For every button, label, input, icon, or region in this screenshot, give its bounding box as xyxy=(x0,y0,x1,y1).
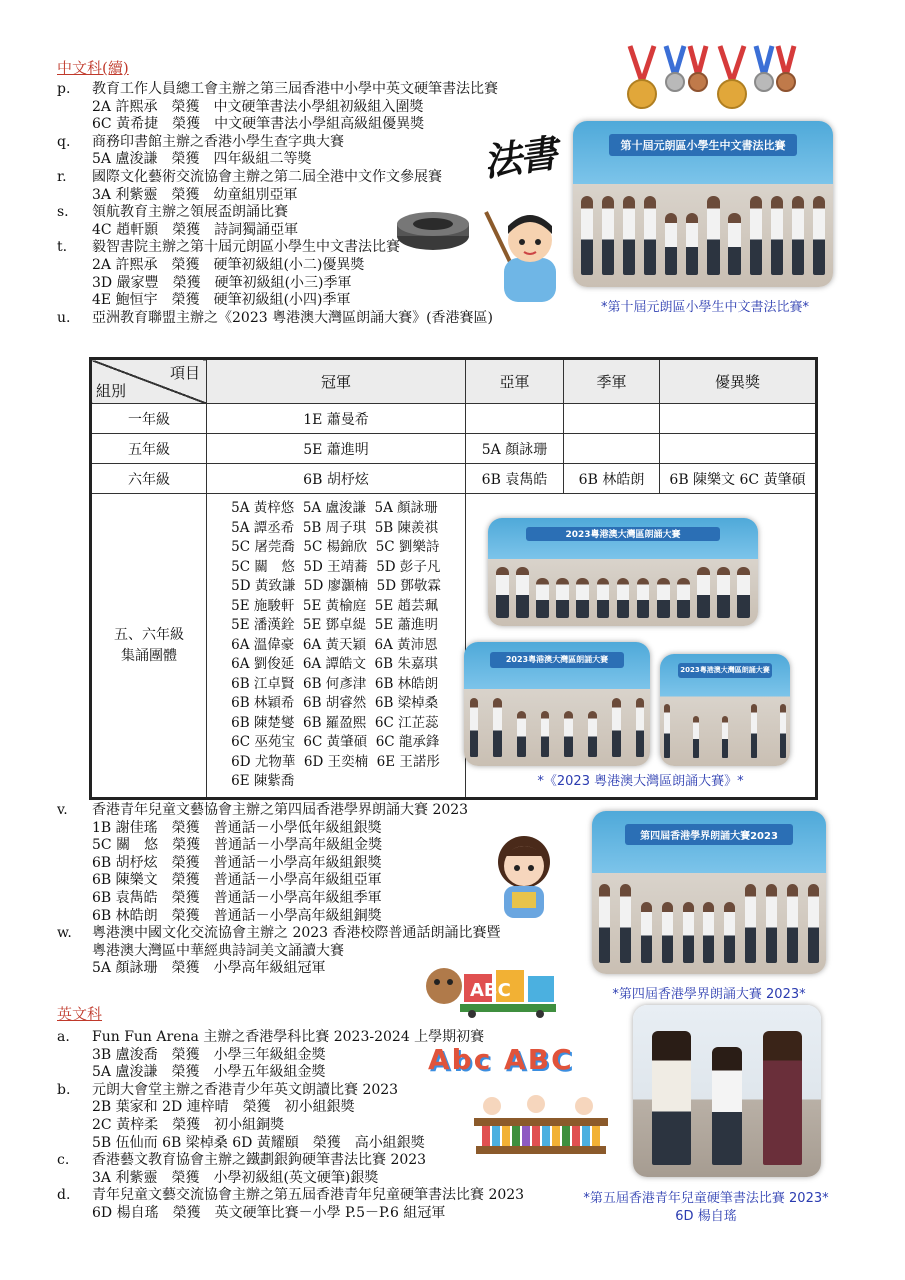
award-entry: 5B 伍仙而 6B 梁棹桑 6D 黃耀頤 榮獲 高小組銀獎 xyxy=(92,1134,425,1151)
photo-recital-competition xyxy=(592,811,826,974)
award-entry: 3A 利紫靈 榮獲 小學初級組(英文硬筆)銀獎 xyxy=(92,1169,379,1186)
photo-banner: 2023粵港澳大灣區朗誦大賽 xyxy=(678,663,772,678)
award-event: 教育工作人員總工會主辦之第三屆香港中小學中英文硬筆書法比賽 xyxy=(92,81,498,97)
choral-photo-cell xyxy=(466,494,817,799)
medals-icon xyxy=(620,42,805,114)
row-group: 五年級 xyxy=(91,434,207,464)
table-row xyxy=(91,404,817,434)
award-event: 元朗大會堂主辦之香港青少年英文朗讀比賽 2023 xyxy=(92,1081,399,1098)
award-entry: 2A 許熙承 榮獲 中文硬筆書法小學組初級組入圍獎 xyxy=(92,98,424,115)
caption-pen-calligraphy: *第五屆香港青年兒童硬筆書法比賽 2023* xyxy=(583,1191,829,1206)
section-title-chinese: 中文科(續) xyxy=(57,59,129,77)
list-item-marker: w. xyxy=(57,925,72,942)
scholar-cartoon-icon xyxy=(482,206,572,306)
award-event: 商務印書館主辦之香港小學生查字典大賽 xyxy=(92,133,344,150)
award-entry: 5A 盧浚謙 榮獲 四年級組二等獎 xyxy=(92,151,312,168)
cell-champion: 1E 蕭曼希 xyxy=(207,404,466,434)
row-group-choral: 五、六年級 集誦團體 xyxy=(91,494,207,799)
award-entry: 6B 陳樂文 榮獲 普通話－小學高年級組亞軍 xyxy=(92,872,382,889)
photo-banner: 2023粵港澳大灣區朗誦大賽 xyxy=(526,527,720,541)
list-item-marker: v. xyxy=(57,802,68,818)
cell-third xyxy=(564,434,660,464)
award-entry: 5A 顏詠珊 榮獲 小學高年級組冠軍 xyxy=(92,960,326,977)
cell-merit xyxy=(660,434,817,464)
award-entry: 2B 葉家和 2D 連梓晴 榮獲 初小組銀獎 xyxy=(92,1099,355,1116)
row-group: 六年級 xyxy=(91,464,207,494)
table-row xyxy=(91,434,817,464)
cell-champion: 5E 蕭進明 xyxy=(207,434,466,464)
award-entry: 1B 謝佳瑤 榮獲 普通話－小學低年級組銀獎 xyxy=(92,819,382,836)
award-event: 毅智書院主辦之第十屆元朗區小學生中文書法比賽 xyxy=(92,239,400,256)
award-entry: 3B 盧浚喬 榮獲 小學三年級組金獎 xyxy=(92,1046,326,1063)
list-item-marker: d. xyxy=(57,1187,71,1204)
award-event: 亞洲教育聯盟主辦之《2023 粵港澳大灣區朗誦大賽》(香港賽區) xyxy=(92,309,494,326)
cell-third xyxy=(564,404,660,434)
award-entry: 6B 林皓朗 榮獲 普通話－小學高年級組銅獎 xyxy=(92,907,382,924)
cell-second xyxy=(466,404,564,434)
list-item-marker: r. xyxy=(57,169,67,185)
award-entry: 6C 黃希捷 榮獲 中文硬筆書法小學組高級組優異獎 xyxy=(92,116,425,133)
list-item-marker: s. xyxy=(57,204,69,221)
list-item-marker: b. xyxy=(57,1081,71,1098)
award-event: 領航教育主辦之領展盃朗誦比賽 xyxy=(92,204,288,221)
cell-second: 5A 顏詠珊 xyxy=(466,434,564,464)
cell-second: 6B 袁雋皓 xyxy=(466,464,564,494)
photo-banner: 2023粵港澳大灣區朗誦大賽 xyxy=(490,652,624,668)
list-item-marker: q. xyxy=(57,133,71,150)
award-event: 粵港澳中國文化交流協會主辦之 2023 香港校際普通話朗誦比賽暨 xyxy=(92,925,501,942)
photo-pen-calligraphy xyxy=(633,1005,821,1177)
caption-calligraphy: *第十屆元朗區小學生中文書法比賽* xyxy=(600,300,809,315)
award-entry: 5C 關 悠 榮獲 普通話－小學高年級組金獎 xyxy=(92,837,383,854)
section-title-english: 英文科 xyxy=(57,1005,103,1023)
list-item-marker: p. xyxy=(57,81,71,97)
caption-recital: *第四屆香港學界朗誦大賽 2023* xyxy=(612,987,806,1002)
award-event: Fun Fun Arena 主辦之香港學科比賽 2023-2024 上學期初賽 xyxy=(92,1029,485,1045)
photo-choral-1 xyxy=(488,518,758,626)
award-entry: 6D 楊自瑤 榮獲 英文硬筆比賽－小學 P.5－P.6 組冠軍 xyxy=(92,1205,446,1221)
cell-merit xyxy=(660,404,817,434)
recital-award-table xyxy=(89,357,818,800)
inkstone-icon xyxy=(394,208,472,254)
photo-choral-2 xyxy=(464,642,650,766)
award-entry: 6B 胡杼炫 榮獲 普通話－小學高年級組銀獎 xyxy=(92,854,382,871)
abc-blocks-icon xyxy=(420,956,560,1018)
list-item-marker: c. xyxy=(57,1152,70,1169)
cell-merit: 6B 陳樂文 6C 黃肇碩 xyxy=(660,464,817,494)
corner-label-item: 項目 xyxy=(169,364,200,382)
calligraphy-art: 法書 xyxy=(480,130,559,185)
award-entry: 4E 鮑恒宇 榮獲 硬筆初級組(小四)季軍 xyxy=(92,292,351,309)
photo-choral-3 xyxy=(660,654,790,766)
kids-reading-books-icon xyxy=(466,1090,616,1160)
award-entry: 3A 利紫靈 榮獲 幼童組別亞軍 xyxy=(92,186,298,203)
cell-champion: 6B 胡杼炫 xyxy=(207,464,466,494)
caption-choral: *《2023 粵港澳大灣區朗誦大賽》* xyxy=(537,774,744,789)
abc-blocks-text: ABC xyxy=(470,980,511,1001)
table-row xyxy=(91,464,817,494)
header-second: 亞軍 xyxy=(466,359,564,404)
award-entry: 6B 袁雋皓 榮獲 普通話－小學高年級組季軍 xyxy=(92,890,382,906)
award-entry: 3D 嚴家豐 榮獲 硬筆初級組(小三)季軍 xyxy=(92,274,352,291)
list-item-marker: a. xyxy=(57,1029,70,1045)
header-third: 季軍 xyxy=(564,359,660,404)
award-entry: 2C 黃梓柔 榮獲 初小組銅獎 xyxy=(92,1117,285,1133)
photo-calligraphy-competition xyxy=(573,121,833,287)
award-event: 香港藝文教育協會主辦之鐵劃銀鉤硬筆書法比賽 2023 xyxy=(92,1152,427,1169)
table-corner-cell xyxy=(91,359,207,404)
award-event: 香港青年兒童文藝協會主辦之第四屆香港學界朗誦大賽 2023 xyxy=(92,802,469,818)
award-entry: 5A 盧浚謙 榮獲 小學五年級組金獎 xyxy=(92,1064,326,1081)
header-merit: 優異獎 xyxy=(660,359,817,404)
list-item-marker: t. xyxy=(57,239,68,256)
award-event: 青年兒童文藝交流協會主辦之第五屆香港青年兒童硬筆書法比賽 2023 xyxy=(92,1187,525,1204)
row-group: 一年級 xyxy=(91,404,207,434)
list-item-marker: u. xyxy=(57,309,71,326)
cell-third: 6B 林皓朗 xyxy=(564,464,660,494)
award-entry: 粵港澳大灣區中華經典詩詞美文誦讀大賽 xyxy=(92,942,344,959)
photo-banner: 第四屆香港學界朗誦大賽2023 xyxy=(625,824,794,845)
reading-girl-cartoon-icon xyxy=(484,826,564,926)
award-entry: 4C 趙軒顥 榮獲 詩詞獨誦亞軍 xyxy=(92,221,299,238)
header-champion: 冠軍 xyxy=(207,359,466,404)
choral-name-list: 5A 黃梓悠 5A 盧浚謙 5A 顏詠珊 5A 譚丞希 5B 周子琪 5B 陳羨祺 5C 屠莞喬 5C 楊錦欣 5C 劉樂詩 5C 關 悠 5D 王靖蕎 5D 彭子凡 5D 黃致謙 5D 廖灝楠 5D 鄧敬霖 5E 施駿軒 5E 黃榆庭 5E 趙芸珮 5E 潘漢銓 5E 鄧卓緹 5E 蕭進明 6A 溫偉豪 6A 黃天穎 6A 黃沛恩 6A 劉俊延 6A 譚皓文 6B 朱嘉琪 6B 江卓賢 6B 何彥津 6B 林皓朗 6B 林穎希 6B 胡睿然 6B 梁棹桑 6B 陳楚燮 6B 羅盈熙 6C 江芷蕊 6C 巫苑宝 6C 黃肇碩 6C 龍承鋒 6D 尤物華 6D 王奕楠 6E 王諾彤 6E 陳紫喬 xyxy=(231,500,441,790)
abc-letters-art: Abc ABC xyxy=(428,1043,574,1076)
award-event: 國際文化藝術交流協會主辦之第二屆全港中文作文參展賽 xyxy=(92,169,442,185)
corner-label-group: 組別 xyxy=(96,382,127,400)
table-row-choral xyxy=(91,494,817,799)
award-entry: 2A 許熙承 榮獲 硬筆初級組(小二)優異獎 xyxy=(92,257,365,273)
caption-pen-calligraphy-student: 6D 楊自瑤 xyxy=(675,1209,737,1224)
photo-banner: 第十屆元朗區小學生中文書法比賽 xyxy=(609,134,796,156)
